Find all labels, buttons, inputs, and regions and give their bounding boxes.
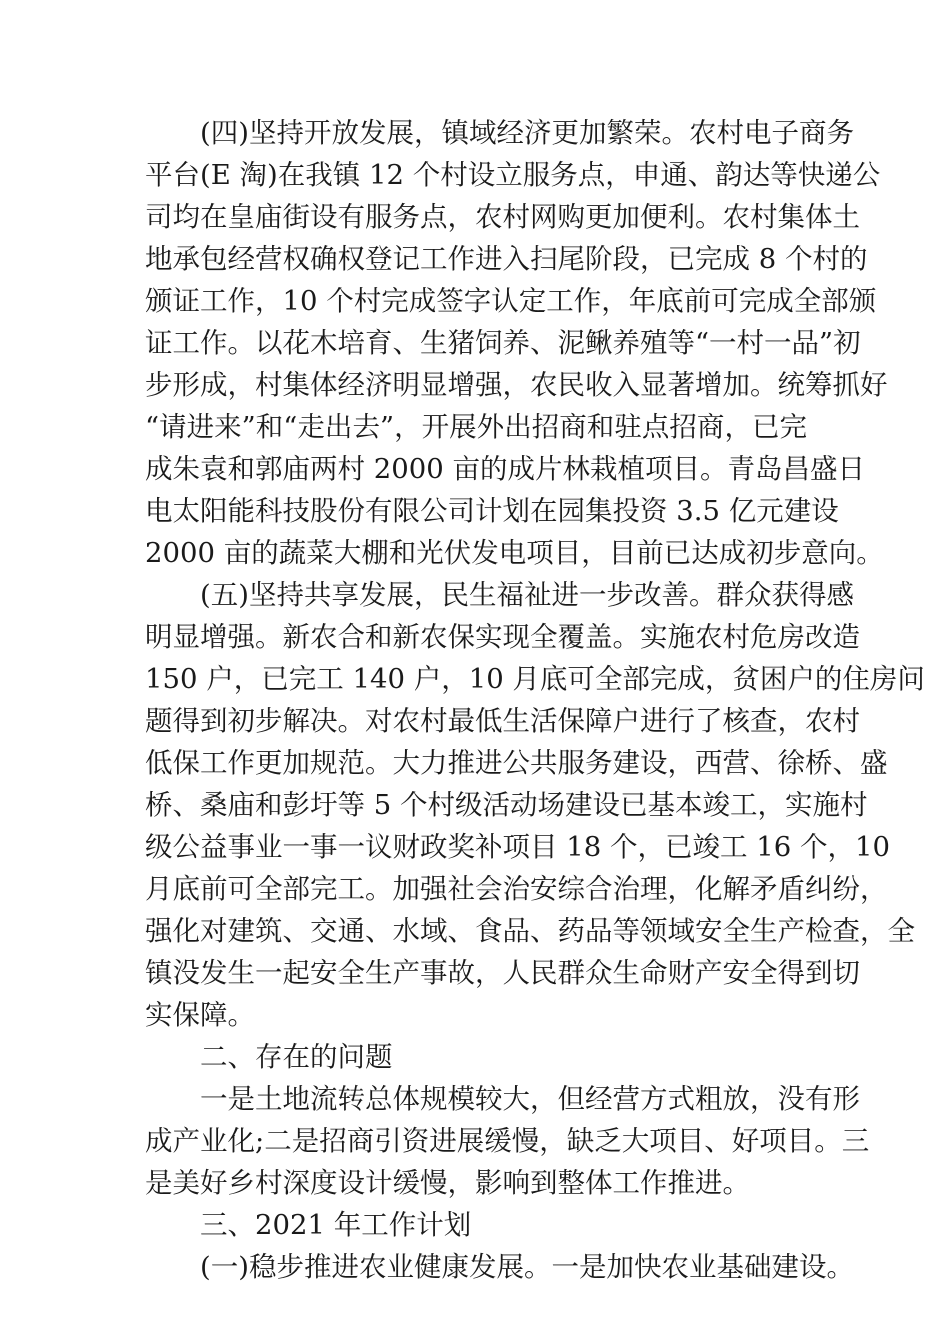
text-line: 电太阳能科技股份有限公司计划在园集投资 3.5 亿元建设 — [145, 495, 839, 527]
document-page — [145, 112, 925, 1288]
text-line: 实保障。 — [145, 999, 255, 1031]
text-line: 成产业化;二是招商引资进展缓慢，缺乏大项目、好项目。三 — [145, 1125, 870, 1157]
text-line: 是美好乡村深度设计缓慢，影响到整体工作推进。 — [145, 1167, 750, 1199]
text-line: 地承包经营权确权登记工作进入扫尾阶段，已完成 8 个村的 — [145, 243, 868, 275]
text-line: (一)稳步推进农业健康发展。一是加快农业基础建设。 — [200, 1251, 854, 1283]
text-line: (四)坚持开放发展，镇域经济更加繁荣。农村电子商务 — [200, 117, 854, 149]
text-line: 镇没发生一起安全生产事故，人民群众生命财产安全得到切 — [145, 957, 860, 989]
paragraph-open-development — [145, 112, 888, 574]
section-heading-problems: 二、存在的问题 — [200, 1041, 393, 1073]
text-line: 强化对建筑、交通、水域、食品、药品等领域安全生产检查，全 — [145, 915, 915, 947]
text-line: 一是土地流转总体规模较大，但经营方式粗放，没有形 — [200, 1083, 860, 1115]
text-line: (五)坚持共享发展，民生福祉进一步改善。群众获得感 — [200, 579, 854, 611]
text-line: 150 户，已完工 140 户，10 月底可全部完成，贫困户的住房问 — [145, 663, 925, 695]
paragraph-agriculture — [145, 1246, 854, 1288]
section-heading-work-plan: 三、2021 年工作计划 — [200, 1209, 472, 1241]
text-line: 低保工作更加规范。大力推进公共服务建设，西营、徐桥、盛 — [145, 747, 888, 779]
text-line: 证工作。以花木培育、生猪饲养、泥鳅养殖等“一村一品”初 — [145, 327, 861, 359]
text-line: 平台(E 淘)在我镇 12 个村设立服务点，申通、韵达等快递公 — [145, 159, 881, 191]
text-line: 明显增强。新农合和新农保实现全覆盖。实施农村危房改造 — [145, 621, 860, 653]
text-line: 颁证工作，10 个村完成签字认定工作，年底前可完成全部颁 — [145, 285, 877, 317]
text-line: “请进来”和“走出去”，开展外出招商和驻点招商，已完 — [145, 411, 807, 443]
paragraph-shared-development — [145, 574, 925, 1036]
text-line: 级公益事业一事一议财政奖补项目 18 个，已竣工 16 个，10 — [145, 831, 890, 863]
paragraph-problems — [145, 1078, 870, 1204]
text-line: 步形成，村集体经济明显增强，农民收入显著增加。统筹抓好 — [145, 369, 888, 401]
text-line: 成朱袁和郭庙两村 2000 亩的成片林栽植项目。青岛昌盛日 — [145, 453, 865, 485]
text-line: 题得到初步解决。对农村最低生活保障户进行了核查，农村 — [145, 705, 860, 737]
text-line: 司均在皇庙街设有服务点，农村网购更加便利。农村集体土 — [145, 201, 860, 233]
text-line: 桥、桑庙和彭圩等 5 个村级活动场建设已基本竣工，实施村 — [145, 789, 868, 821]
text-line: 月底前可全部完工。加强社会治安综合治理，化解矛盾纠纷， — [145, 873, 888, 905]
text-line: 2000 亩的蔬菜大棚和光伏发电项目，目前已达成初步意向。 — [145, 537, 884, 569]
